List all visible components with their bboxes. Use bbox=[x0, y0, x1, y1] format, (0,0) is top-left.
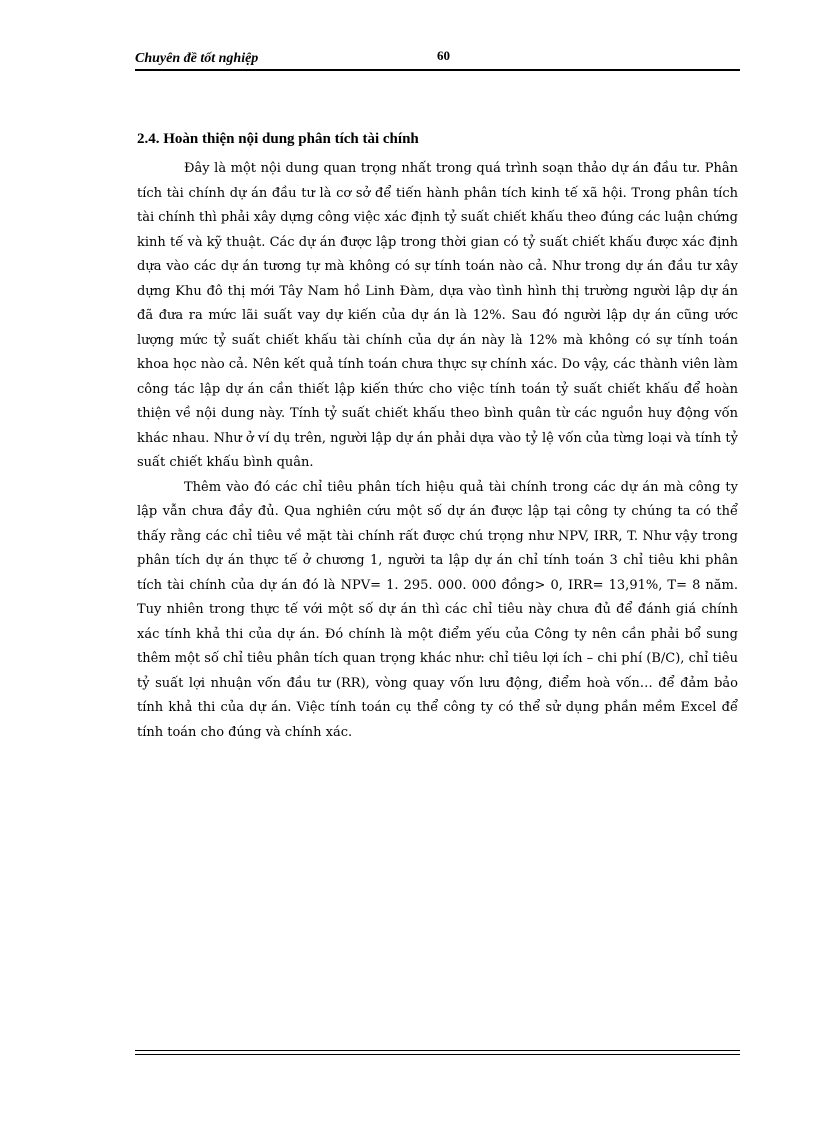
paragraph: Đây là một nội dung quan trọng nhất trong quá trình soạn thảo dự án đầu tư. Phân tích tài chính dự án đầu tư là cơ sở để tiến hành phân tích kinh tế xã hội. Trong phân tích tài chính thì phải xây dựng công việc xác định tỷ suất chiết khấu theo đúng các luận chứng kinh tế và kỹ thuật. Các dự án được lập trong thời gian có tỷ suất chiết khấu được xác định dựa vào các dự án tương tự mà không có sự tính toán nào cả. Như trong dự án đầu tư xây dựng Khu đô thị mới Tây Nam hồ Linh Đàm, dựa vào tình hình thị trường người lập dự án đã đưa ra mức lãi suất vay dự kiến của dự án là 12%. Sau đó người lập dự án cũng ước lượng mức tỷ suất chiết khấu tài chính của dự án này là 12% mà không có sự tính toán khoa học nào cả. Nên kết quả tính toán chưa thực sự chính xác. Do vậy, các thành viên làm công tác lập dự án cần thiết lập kiến thức cho việc tính toán tỷ suất chiết khấu để hoàn thiện về nội dung này. Tính tỷ suất chiết khấu theo bình quân từ các nguồn huy động vốn khác nhau. Như ở ví dụ trên, người lập dự án phải dựa vào tỷ lệ vốn của từng loại và tính tỷ suất chiết khấu bình quân. bbox=[137, 161, 738, 470]
page-header bbox=[135, 46, 740, 68]
section-body bbox=[137, 157, 738, 745]
header-divider bbox=[135, 69, 740, 71]
header-title: Chuyên đề tốt nghiệp bbox=[135, 51, 259, 66]
section-heading: 2.4. Hoàn thiện nội dung phân tích tài chính bbox=[137, 131, 419, 147]
footer-divider bbox=[135, 1050, 740, 1055]
page-number: 60 bbox=[437, 48, 450, 63]
paragraph: Thêm vào đó các chỉ tiêu phân tích hiệu quả tài chính trong các dự án mà công ty lập vẫn chưa đầy đủ. Qua nghiên cứu một số dự án được lập tại công ty chúng ta có thể thấy rằng các chỉ tiêu về mặt tài chính rất được chú trọng như NPV, IRR, T. Như vậy trong phân tích dự án thực tế ở chương 1, người ta lập dự án chỉ tính toán 3 chỉ tiêu khi phân tích tài chính của dự án đó là NPV= 1. 295. 000. 000 đồng> 0, IRR= 13,91%, T= 8 năm. Tuy nhiên trong thực tế với một số dự án thì các chỉ tiêu này chưa đủ để đánh giá chính xác tính khả thi của dự án. Đó chính là một điểm yếu của Công ty nên cần phải bổ sung thêm một số chỉ tiêu phân tích quan trọng khác như: chỉ tiêu lợi ích – chi phí (B/C), chỉ tiêu tỷ suất lợi nhuận vốn đầu tư (RR), vòng quay vốn lưu động, điểm hoà vốn… để đảm bảo tính khả thi của dự án. Việc tính toán cụ thể công ty có thể sử dụng phần mềm Excel để tính toán cho đúng và chính xác. bbox=[137, 479, 738, 740]
